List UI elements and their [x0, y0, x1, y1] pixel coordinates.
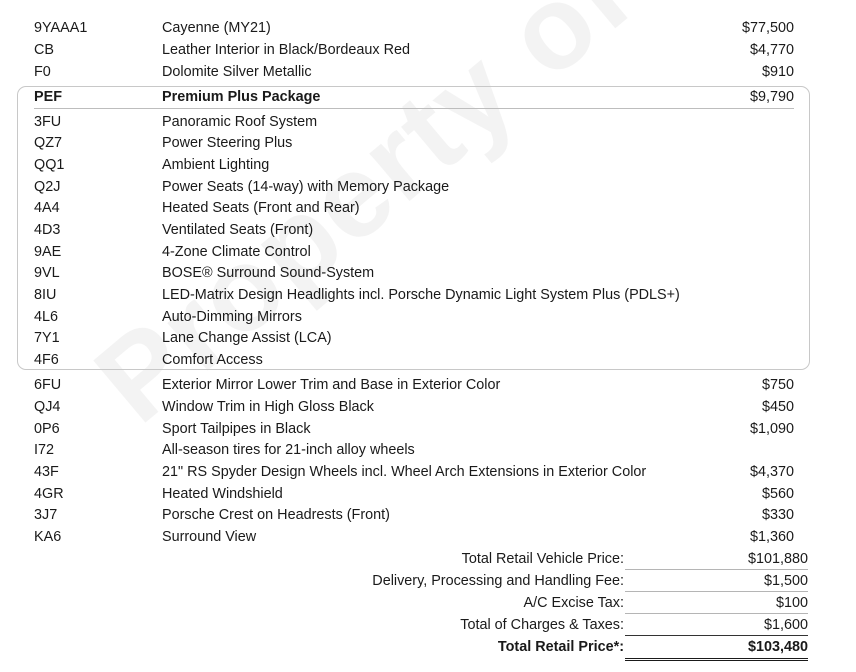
package-item	[0, 284, 856, 306]
option-description: Auto-Dimming Mirrors	[162, 309, 302, 325]
package-item	[0, 327, 856, 349]
option-code: 4A4	[34, 200, 60, 216]
option-description: 21" RS Spyder Design Wheels incl. Wheel Arch Extensions in Exterior Color	[162, 464, 647, 480]
option-price: $1,360	[749, 529, 794, 545]
option-code: 3FU	[34, 114, 62, 130]
option-price: $4,770	[749, 42, 794, 58]
summary-label: Total Retail Vehicle Price:	[461, 551, 624, 567]
option-description: Power Steering Plus	[162, 135, 293, 151]
option-code: 6FU	[34, 377, 62, 393]
summary-label: Total of Charges & Taxes:	[460, 617, 624, 633]
package-item	[0, 241, 856, 263]
line-item	[0, 439, 856, 461]
package-price: $9,790	[749, 89, 794, 105]
option-description: Surround View	[162, 529, 257, 545]
option-price: $750	[761, 377, 794, 393]
option-description: Porsche Crest on Headrests (Front)	[162, 507, 390, 523]
option-description: All-season tires for 21-inch alloy wheels	[162, 442, 415, 458]
option-price: $910	[761, 64, 794, 80]
option-code: F0	[34, 64, 51, 80]
option-price: $560	[761, 486, 794, 502]
option-description: Cayenne (MY21)	[162, 20, 271, 36]
option-description: LED-Matrix Design Headlights incl. Porsche Dynamic Light System Plus (PDLS+)	[162, 287, 680, 303]
option-code: KA6	[34, 529, 62, 545]
package-item	[0, 154, 856, 176]
summary-value: $1,500	[763, 573, 808, 589]
option-description: BOSE® Surround Sound-System	[162, 265, 375, 281]
option-description: Panoramic Roof System	[162, 114, 318, 130]
option-code: 8IU	[34, 287, 57, 303]
option-code: QQ1	[34, 157, 65, 173]
option-description: Exterior Mirror Lower Trim and Base in Exterior Color	[162, 377, 501, 393]
line-item	[0, 418, 856, 440]
option-code: 4GR	[34, 486, 64, 502]
option-description: Heated Windshield	[162, 486, 283, 502]
option-code: QZ7	[34, 135, 62, 151]
line-item	[0, 461, 856, 483]
option-price: $330	[761, 507, 794, 523]
package-item	[0, 219, 856, 241]
option-code: Q2J	[34, 179, 61, 195]
option-code: 0P6	[34, 421, 60, 437]
package-item	[0, 306, 856, 328]
line-item	[0, 396, 856, 418]
total-label: Total Retail Price*:	[497, 639, 624, 655]
package-header	[0, 86, 856, 108]
summary-value: $1,600	[763, 617, 808, 633]
total-value: $103,480	[747, 639, 808, 655]
package-item	[0, 349, 856, 371]
option-code: 4D3	[34, 222, 61, 238]
option-description: 4-Zone Climate Control	[162, 244, 311, 260]
option-price: $4,370	[749, 464, 794, 480]
option-description: Dolomite Silver Metallic	[162, 64, 312, 80]
option-price: $77,500	[741, 20, 794, 36]
summary-total-row	[0, 636, 856, 658]
line-item	[0, 17, 856, 39]
line-item	[0, 39, 856, 61]
summary-row	[0, 614, 856, 636]
line-item	[0, 504, 856, 526]
option-code: 9VL	[34, 265, 60, 281]
option-code: 4L6	[34, 309, 59, 325]
total-double-underline	[625, 658, 808, 661]
package-item	[0, 197, 856, 219]
option-code: I72	[34, 442, 55, 458]
option-description: Power Seats (14-way) with Memory Package	[162, 179, 450, 195]
option-description: Lane Change Assist (LCA)	[162, 330, 332, 346]
summary-row	[0, 592, 856, 614]
option-code: CB	[34, 42, 54, 58]
line-item	[0, 526, 856, 548]
option-code: 43F	[34, 464, 59, 480]
option-code: 9YAAA1	[34, 20, 88, 36]
summary-row	[0, 548, 856, 570]
summary-value: $101,880	[747, 551, 808, 567]
package-item	[0, 262, 856, 284]
option-code: 3J7	[34, 507, 58, 523]
option-description: Comfort Access	[162, 352, 263, 368]
option-code: 7Y1	[34, 330, 60, 346]
option-description: Sport Tailpipes in Black	[162, 421, 311, 437]
package-item	[0, 176, 856, 198]
option-price: $1,090	[749, 421, 794, 437]
line-item	[0, 61, 856, 83]
option-price: $450	[761, 399, 794, 415]
package-item	[0, 111, 856, 133]
package-item	[0, 132, 856, 154]
option-description: Ambient Lighting	[162, 157, 270, 173]
option-description: Ventilated Seats (Front)	[162, 222, 314, 238]
summary-value: $100	[775, 595, 808, 611]
option-code: QJ4	[34, 399, 61, 415]
option-code: 9AE	[34, 244, 62, 260]
option-description: Heated Seats (Front and Rear)	[162, 200, 360, 216]
option-description: Leather Interior in Black/Bordeaux Red	[162, 42, 410, 58]
summary-label: A/C Excise Tax:	[523, 595, 624, 611]
package-divider	[34, 108, 794, 109]
line-item	[0, 483, 856, 505]
option-code: 4F6	[34, 352, 59, 368]
summary-label: Delivery, Processing and Handling Fee:	[372, 573, 624, 589]
option-description: Window Trim in High Gloss Black	[162, 399, 374, 415]
package-code: PEF	[34, 89, 62, 105]
package-description: Premium Plus Package	[162, 89, 321, 105]
line-item	[0, 374, 856, 396]
summary-row	[0, 570, 856, 592]
